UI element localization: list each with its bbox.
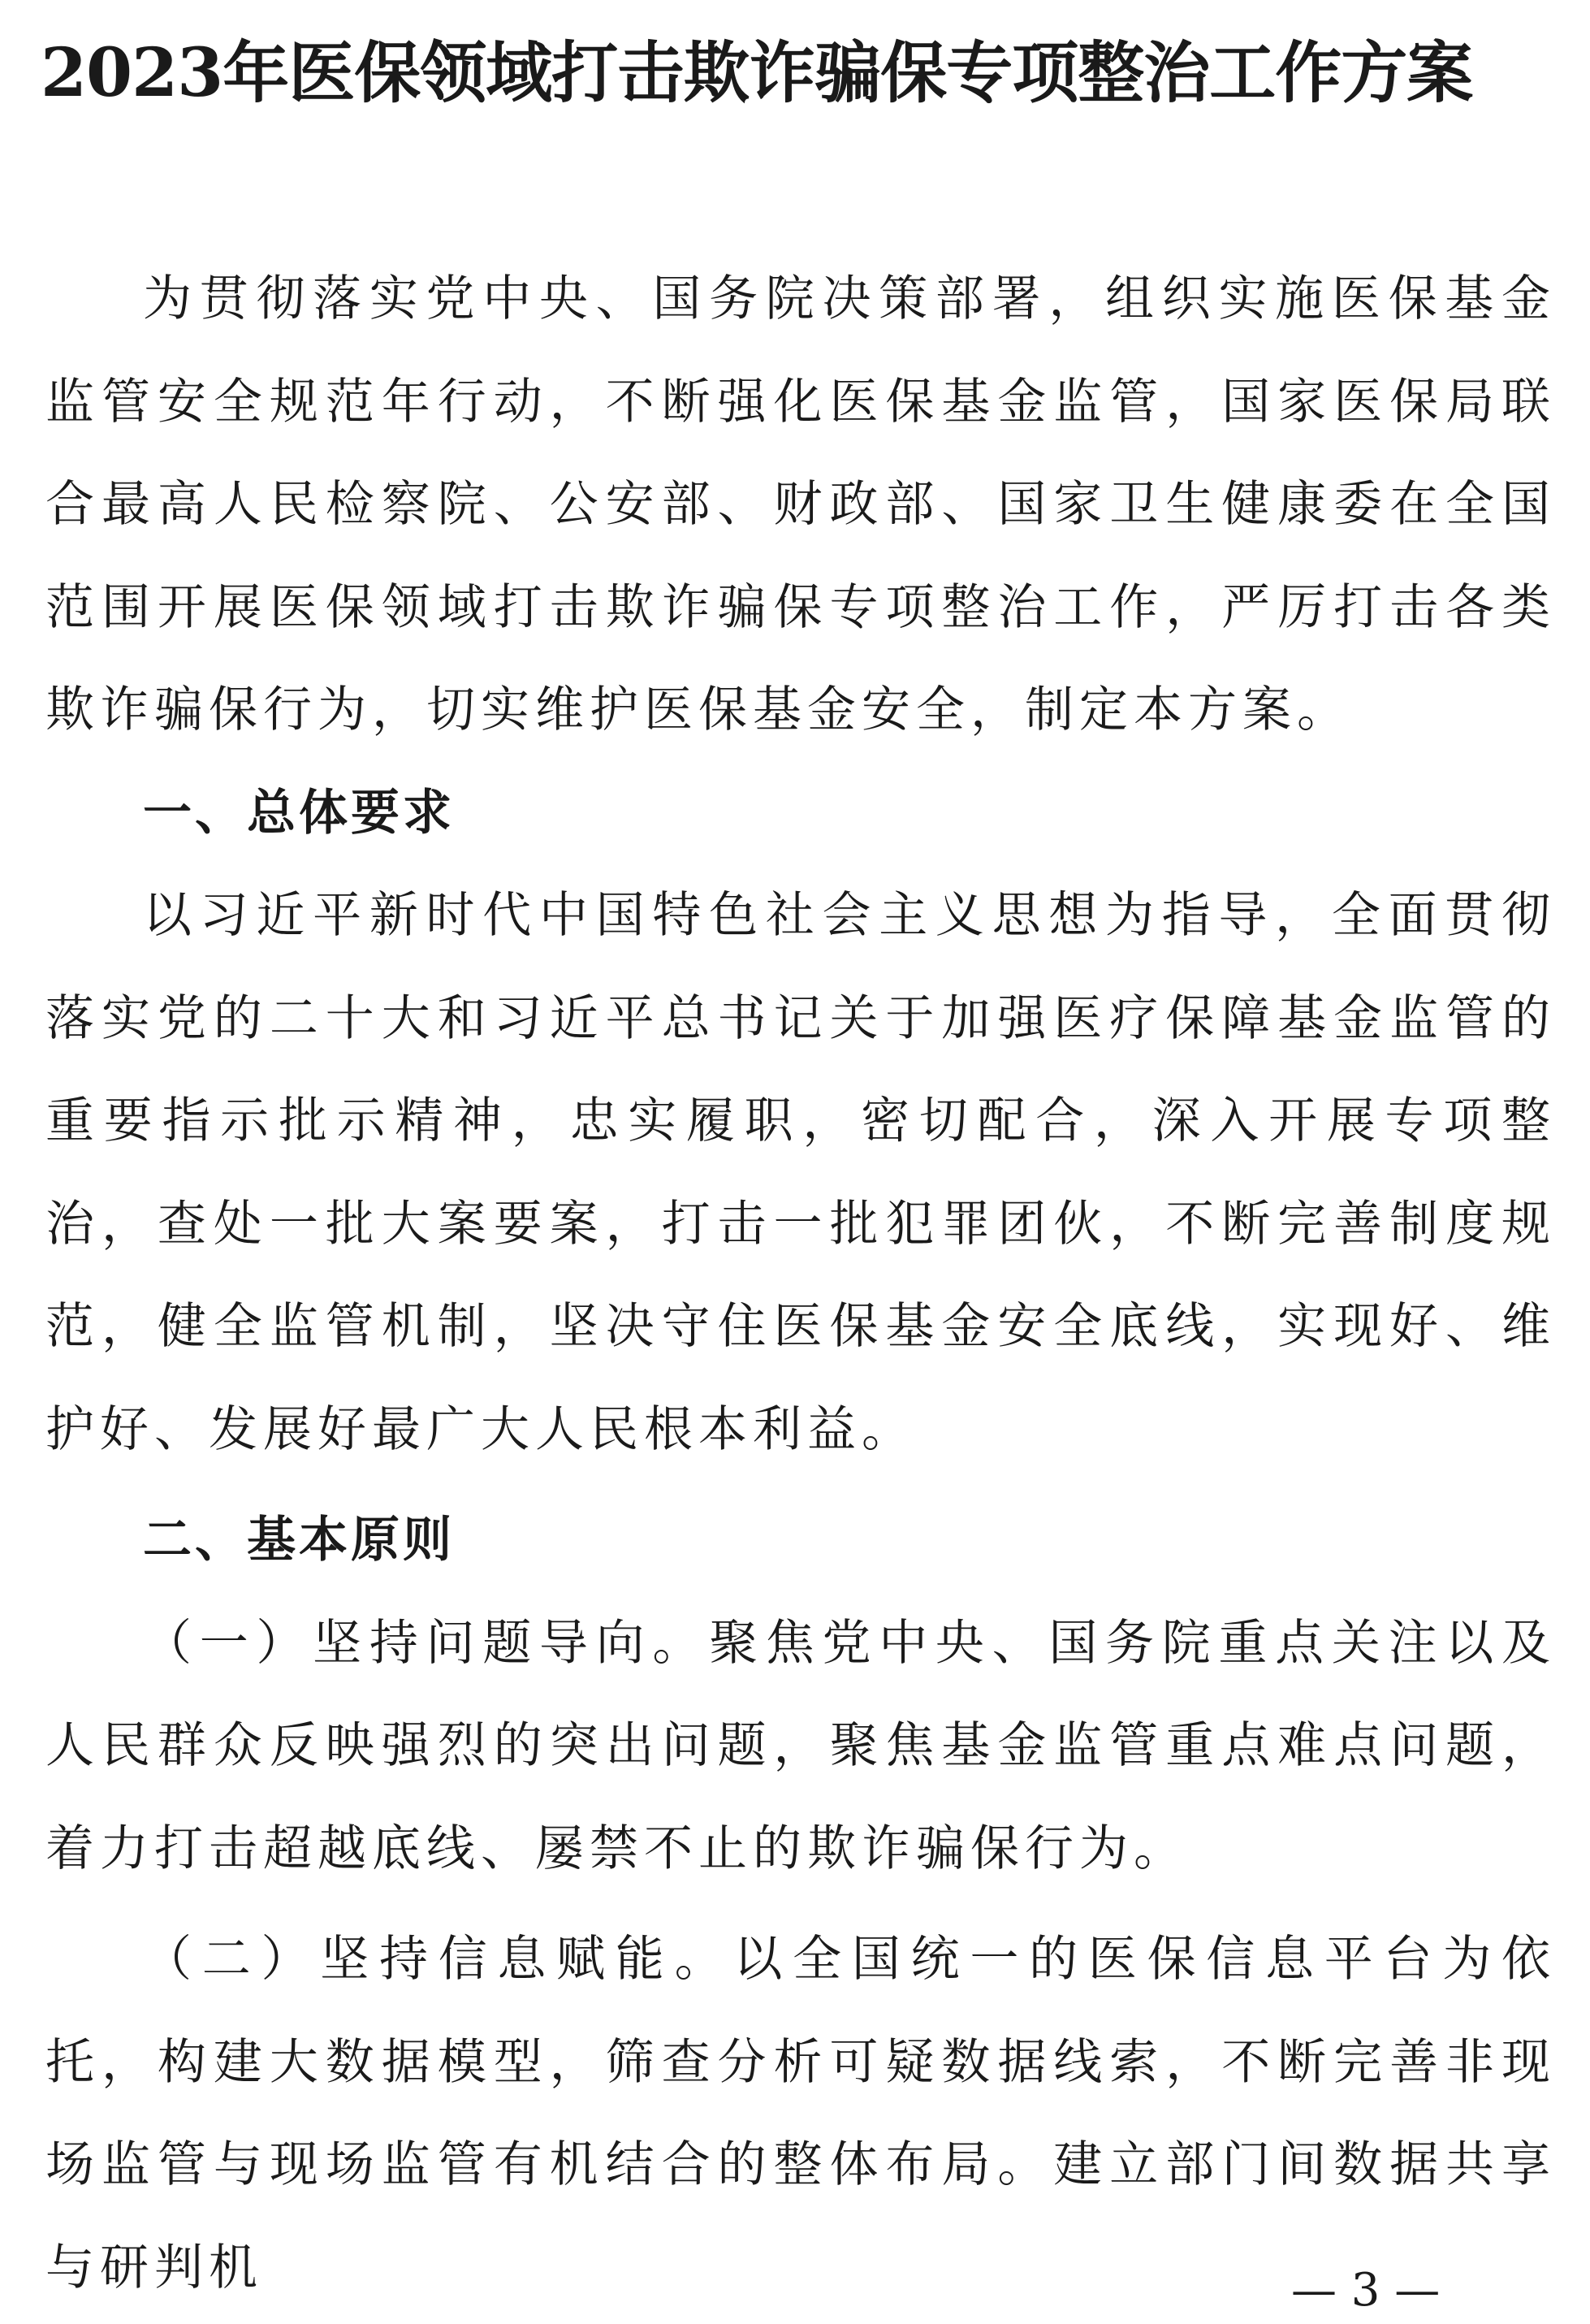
page-number: — 3 —	[1291, 2264, 1441, 2317]
section-heading-general-requirements: 一、总体要求	[143, 784, 455, 842]
document-body	[45, 248, 1556, 2319]
intro-paragraph: 为贯彻落实党中央、国务院决策部署，组织实施医保基金监管安全规范年行动，不断强化医保基金监管，国家医保局联合最高人民检察院、公安部、财政部、国家卫生健康委在全国范围开展医保领域打击欺诈骗保专项整治工作，严厉打击各类欺诈骗保行为，切实维护医保基金安全，制定本方案。	[45, 270, 1556, 738]
principle-problem-oriented-paragraph: （一）坚持问题导向。聚焦党中央、国务院重点关注以及人民群众反映强烈的突出问题，聚焦基金监管重点难点问题，着力打击超越底线、屡禁不止的欺诈骗保行为。	[45, 1614, 1556, 1877]
document-title: 2023年医保领域打击欺诈骗保专项整治工作方案	[41, 34, 1473, 112]
section-heading-basic-principles: 二、基本原则	[143, 1512, 455, 1569]
general-requirements-paragraph: 以习近平新时代中国特色社会主义思想为指导，全面贯彻落实党的二十大和习近平总书记关于加强医疗保障基金监管的重要指示批示精神，忠实履职，密切配合，深入开展专项整治，查处一批大案要案，打击一批犯罪团伙，不断完善制度规范，健全监管机制，坚决守住医保基金安全底线，实现好、维护好、发展好最广大人民根本利益。	[45, 887, 1556, 1458]
principle-information-empowerment-paragraph: （二）坚持信息赋能。以全国统一的医保信息平台为依托，构建大数据模型，筛查分析可疑数据线索，不断完善非现场监管与现场监管有机结合的整体布局。建立部门间数据共享与研判机	[45, 1931, 1556, 2296]
